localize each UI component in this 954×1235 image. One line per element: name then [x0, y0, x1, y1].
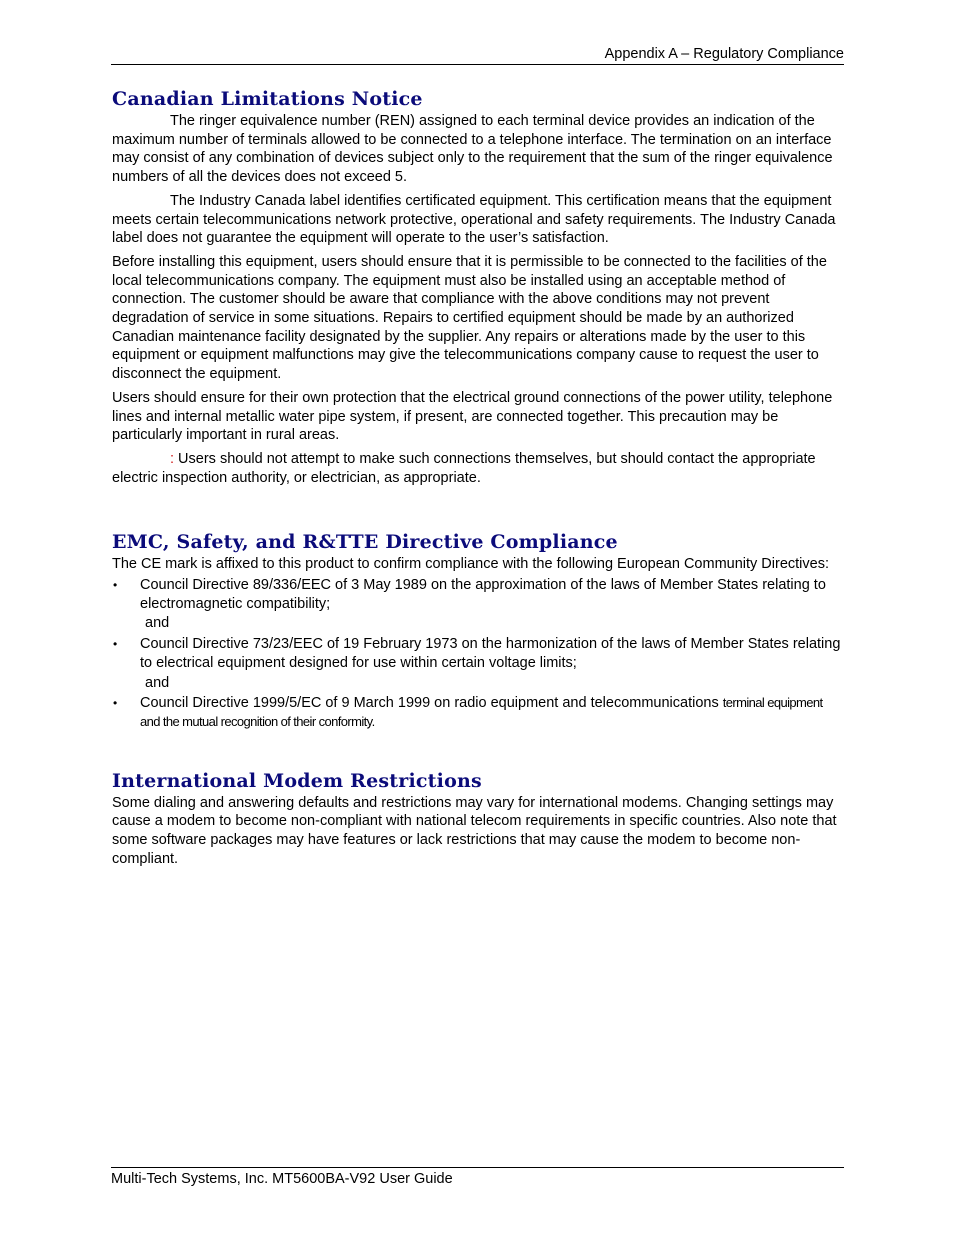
bullet-icon: • [113, 578, 118, 593]
header-title: Appendix A – Regulatory Compliance [604, 46, 844, 62]
directive-rtte-condensed: terminal equipment and the mutual recognition of their conformity. [140, 695, 823, 729]
caution-paragraph [112, 450, 844, 487]
directive-rtte: Council Directive 1999/5/EC of 9 March 1999 on radio equipment and telecommunications [140, 695, 723, 712]
bullet-icon: • [113, 696, 118, 711]
ground-connection-paragraph: Users should ensure for their own protection that the electrical ground connections of the power utility, telephone lines and internal metallic water pipe system, if present, are connected together. This precaution may be particularly important in rural areas. [112, 389, 833, 444]
directive-emc: Council Directive 89/336/EEC of 3 May 1989 on the approximation of the laws of Member States relating to electromagnetic compatibility; [140, 577, 826, 612]
directive-list [112, 694, 844, 731]
and-connector: and [145, 674, 170, 691]
modem-restrictions-paragraph: Some dialing and answering defaults and restrictions may vary for international modems. Changing settings may cause a modem to become non-compliant with national telecom requirements in specific countries. Also note that some software packages may have features or lack restrictions that may cause the modem to become non-compliant. [112, 794, 837, 867]
canadian-limitations-heading: Canadian Limitations Notice [112, 88, 423, 110]
caution-text: Users should not attempt to make such connections themselves, but should contact the appropriate electric inspection authority, or electrician, as appropriate. [112, 450, 816, 486]
and-connector: and [145, 615, 170, 632]
industry-canada-label-paragraph: The Industry Canada label identifies certificated equipment. This certification means that the equipment meets certain telecommunications network protective, operational and safety requirements. The Industry Canada label does not guarantee the equipment will operate to the user’s satisfaction. [112, 192, 836, 247]
directive-voltage: Council Directive 73/23/EEC of 19 February 1973 on the harmonization of the laws of Member States relating to electrical equipment designed for use within certain voltage limits; [140, 636, 841, 671]
installation-paragraph: Before installing this equipment, users should ensure that it is permissible to be connected to the facilities of the local telecommunications company. The equipment must also be installed using an acceptable method of connection. The customer should be aware that compliance with the above conditions may not prevent degradation of service in some situations. Repairs to certified equipment should be made by an authorized Canadian maintenance facility designated by the supplier. Any repairs or alterations made by the user to this equipment or equipment malfunctions may give the telecommunications company cause to request the user to disconnect the equipment. [112, 253, 827, 383]
bullet-icon: • [113, 637, 118, 652]
canadian-limitations-section [112, 86, 844, 487]
caution-colon: : [170, 450, 175, 467]
page-header [111, 44, 844, 65]
directive-list [112, 635, 844, 672]
international-modem-heading: International Modem Restrictions [112, 769, 482, 792]
emc-compliance-section [112, 529, 844, 731]
ce-mark-intro: The CE mark is affixed to this product to confirm compliance with the following European Community Directives: [112, 556, 829, 573]
list-item [112, 635, 844, 672]
page-content [112, 86, 844, 869]
list-item [112, 576, 844, 613]
ren-paragraph: The ringer equivalence number (REN) assigned to each terminal device provides an indication of the maximum number of terminals allowed to be connected to a telephone interface. The termination on an interface may consist of any combination of devices subject only to the requirement that the sum of the ringer equivalence numbers of all the devices does not exceed 5. [112, 113, 833, 186]
international-modem-section [112, 768, 844, 869]
footer-text: Multi-Tech Systems, Inc. MT5600BA-V92 User Guide [111, 1171, 453, 1187]
list-item [112, 694, 844, 731]
emc-compliance-heading: EMC, Safety, and R&TTE Directive Compliance [112, 531, 618, 554]
page-footer [111, 1167, 844, 1190]
directive-list [112, 576, 844, 613]
